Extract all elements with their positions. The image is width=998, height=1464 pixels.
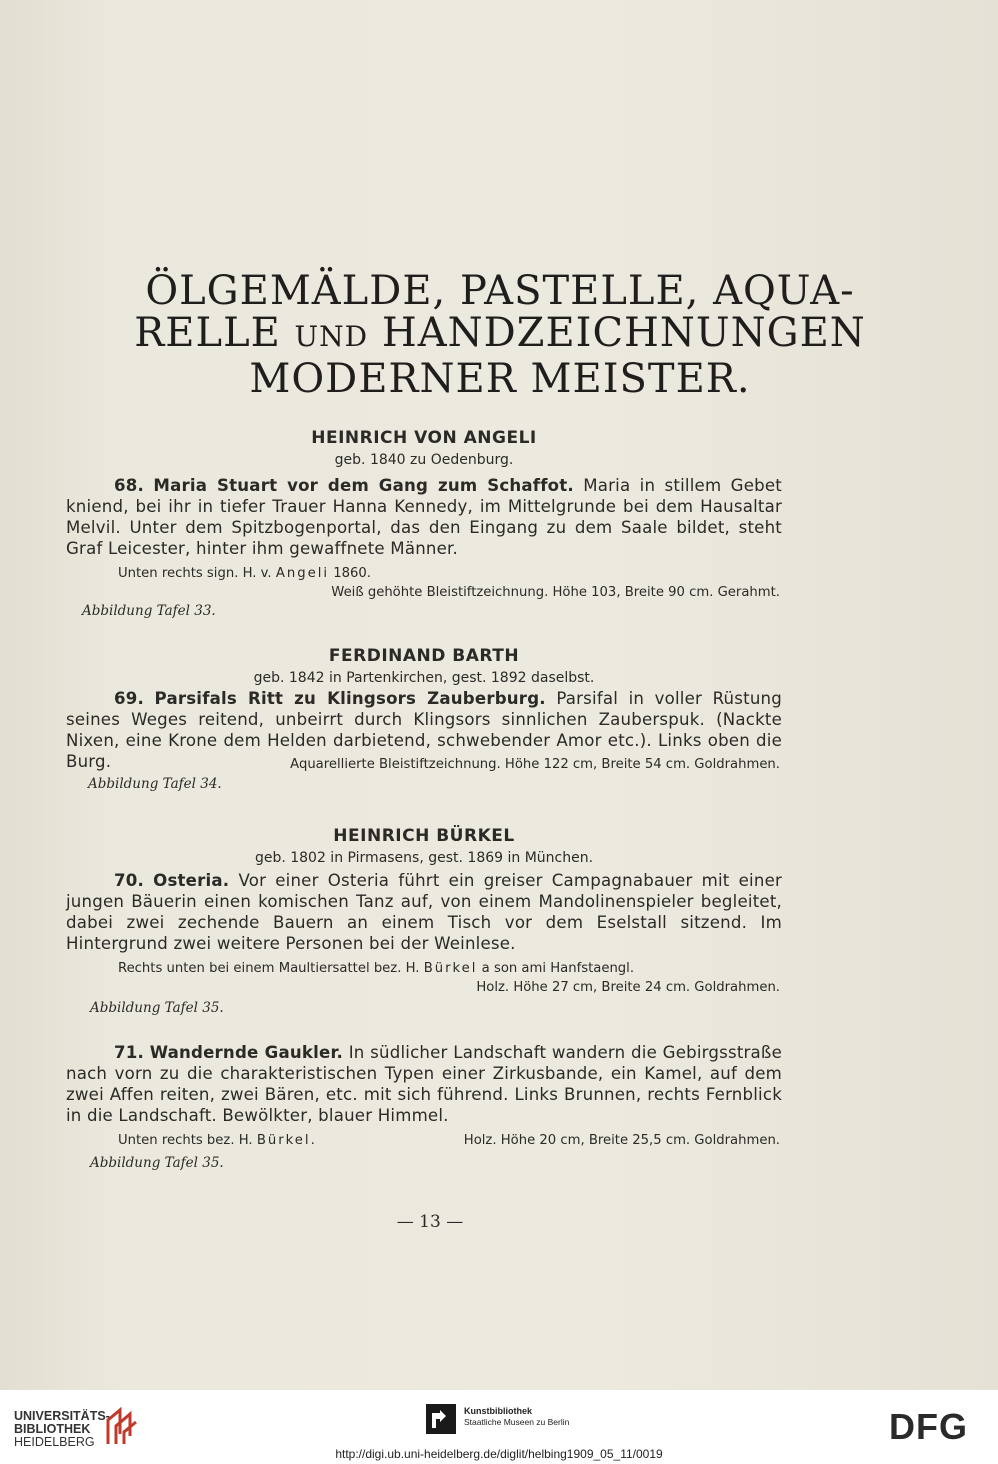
technique-note: Holz. Höhe 27 cm, Breite 24 cm. Goldrahmen. — [476, 980, 780, 995]
artist-life: geb. 1840 zu Oedenburg. — [334, 452, 514, 468]
artist-name: HEINRICH BÜRKEL — [333, 826, 515, 846]
page-number: — 13 — — [396, 1212, 464, 1232]
catalog-entry — [66, 870, 782, 954]
dfg-logo-text: DFG — [889, 1410, 968, 1442]
plate-reference: Abbildung Tafel 33. — [82, 603, 216, 619]
signature-prefix: Rechts unten bei einem Maultiersattel bez. H. — [118, 961, 420, 976]
signature-note — [118, 961, 634, 976]
entry-number: 70. — [114, 871, 144, 890]
entry-number: 71. — [114, 1043, 144, 1062]
entry-description: Vor einer Osteria führt ein greiser Campagnabauer mit einer jungen Bäuerin einen komischen Tanz auf, von einem Mandolinenspieler begleitet, dabei zwei zechende Bauern an einem Tisch vor dem Eselstall sitzend. Im Hintergrund zwei weitere Personen bei der Weinlese. — [66, 871, 782, 953]
signature-note — [118, 1133, 317, 1148]
technique-note: Holz. Höhe 20 cm, Breite 25,5 cm. Goldrahmen. — [463, 1133, 780, 1148]
entry-title: Wandernde Gaukler. — [149, 1043, 343, 1062]
signature-suffix: 1860. — [333, 566, 371, 581]
ub-line-2: BIBLIOTHEK — [14, 1422, 91, 1436]
footer-bar — [0, 1390, 998, 1464]
signature-note — [118, 566, 371, 581]
catalog-entry — [66, 475, 782, 559]
signature-prefix: Unten rechts sign. H. v. — [118, 566, 272, 581]
plate-reference: Abbildung Tafel 35. — [90, 1155, 224, 1171]
entry-description: Parsifal in voller Rüstung seines Weges reitend, unbeirrt durch Klingsors sinnlichen Zauberspuk. (Nackte Nixen, eine Krone dem Helden darbietend, schwebender Amor etc.). Links oben die Burg. — [66, 689, 782, 771]
title-line-3: MODERNER MEISTER. — [249, 356, 751, 402]
kunstbibliothek-logo-icon — [426, 1404, 456, 1434]
ub-line-3: HEIDELBERG — [14, 1435, 95, 1449]
entry-title: Parsifals Ritt zu Klingsors Zauberburg. — [154, 689, 546, 708]
kb-line-2: Staatliche Museen zu Berlin — [464, 1417, 570, 1427]
plate-reference: Abbildung Tafel 34. — [88, 776, 222, 792]
title-line-1: ÖLGEMÄLDE, PASTELLE, AQUA- — [145, 268, 855, 314]
ub-line-1: UNIVERSITÄTS- — [14, 1409, 110, 1423]
catalog-entry — [66, 1042, 782, 1126]
entry-title: Maria Stuart vor dem Gang zum Schaffot. — [153, 476, 574, 495]
title-line-2 — [40, 312, 960, 358]
technique-note: Aquarellierte Bleistiftzeichnung. Höhe 122 cm, Breite 54 cm. Goldrahmen. — [290, 757, 780, 772]
technique-note: Weiß gehöhte Bleistiftzeichnung. Höhe 103, Breite 90 cm. Gerahmt. — [331, 585, 780, 600]
entry-number: 69. — [114, 689, 144, 708]
entry-description: In südlicher Landschaft wandern die Gebirgsstraße nach vorn zu die charakteristischen Typen einer Zirkusbande, ein Kamel, auf dem zwei Affen reiten, zwei Bären, etc. mit sich führend. Links Brunnen, rechts Fernblick in die Landschaft. Bewölkter, blauer Himmel. — [66, 1043, 782, 1125]
artist-life: geb. 1802 in Pirmasens, gest. 1869 in München. — [254, 850, 594, 866]
entry-title: Osteria. — [153, 871, 230, 890]
entry-description: Maria in stillem Gebet kniend, bei ihr in tiefer Trauer Hanna Kennedy, im Mittelgrunde bei dem Hausaltar Melvil. Unter dem Spitzbogenportal, das den Eingang zu dem Saale bildet, steht Graf Leicester, hinter ihm gewaffnete Männer. — [66, 476, 782, 558]
signature-name: Bürkel — [423, 961, 478, 976]
title-line-2c: HANDZEICHNUNGEN — [381, 310, 866, 356]
signature-name: Angeli — [275, 566, 330, 581]
artist-name: FERDINAND BARTH — [328, 646, 520, 666]
signature-prefix: Unten rechts bez. H. — [118, 1133, 253, 1148]
signature-name: Bürkel. — [256, 1133, 317, 1148]
signature-suffix: a son ami Hanfstaengl. — [481, 961, 635, 976]
page-title — [40, 270, 960, 400]
ub-heidelberg-logo-text[interactable] — [14, 1410, 110, 1449]
dfg-logo[interactable] — [889, 1410, 985, 1442]
title-line-2a: RELLE — [134, 310, 281, 356]
kunstbibliothek-text[interactable] — [464, 1406, 569, 1428]
artist-name: HEINRICH VON ANGELI — [311, 428, 537, 448]
entry-text — [66, 870, 782, 954]
title-line-2b: UND — [294, 320, 369, 353]
source-url[interactable]: http://digi.ub.uni-heidelberg.de/diglit/helbing1909_05_11/0019 — [335, 1447, 663, 1461]
entry-number: 68. — [114, 476, 144, 495]
ub-heidelberg-logo-icon — [104, 1406, 140, 1446]
artist-life: geb. 1842 in Partenkirchen, gest. 1892 daselbst. — [253, 670, 595, 686]
entry-text — [66, 1042, 782, 1126]
kb-line-1: Kunstbibliothek — [464, 1406, 532, 1416]
entry-text — [66, 475, 782, 559]
plate-reference: Abbildung Tafel 35. — [90, 1000, 224, 1016]
